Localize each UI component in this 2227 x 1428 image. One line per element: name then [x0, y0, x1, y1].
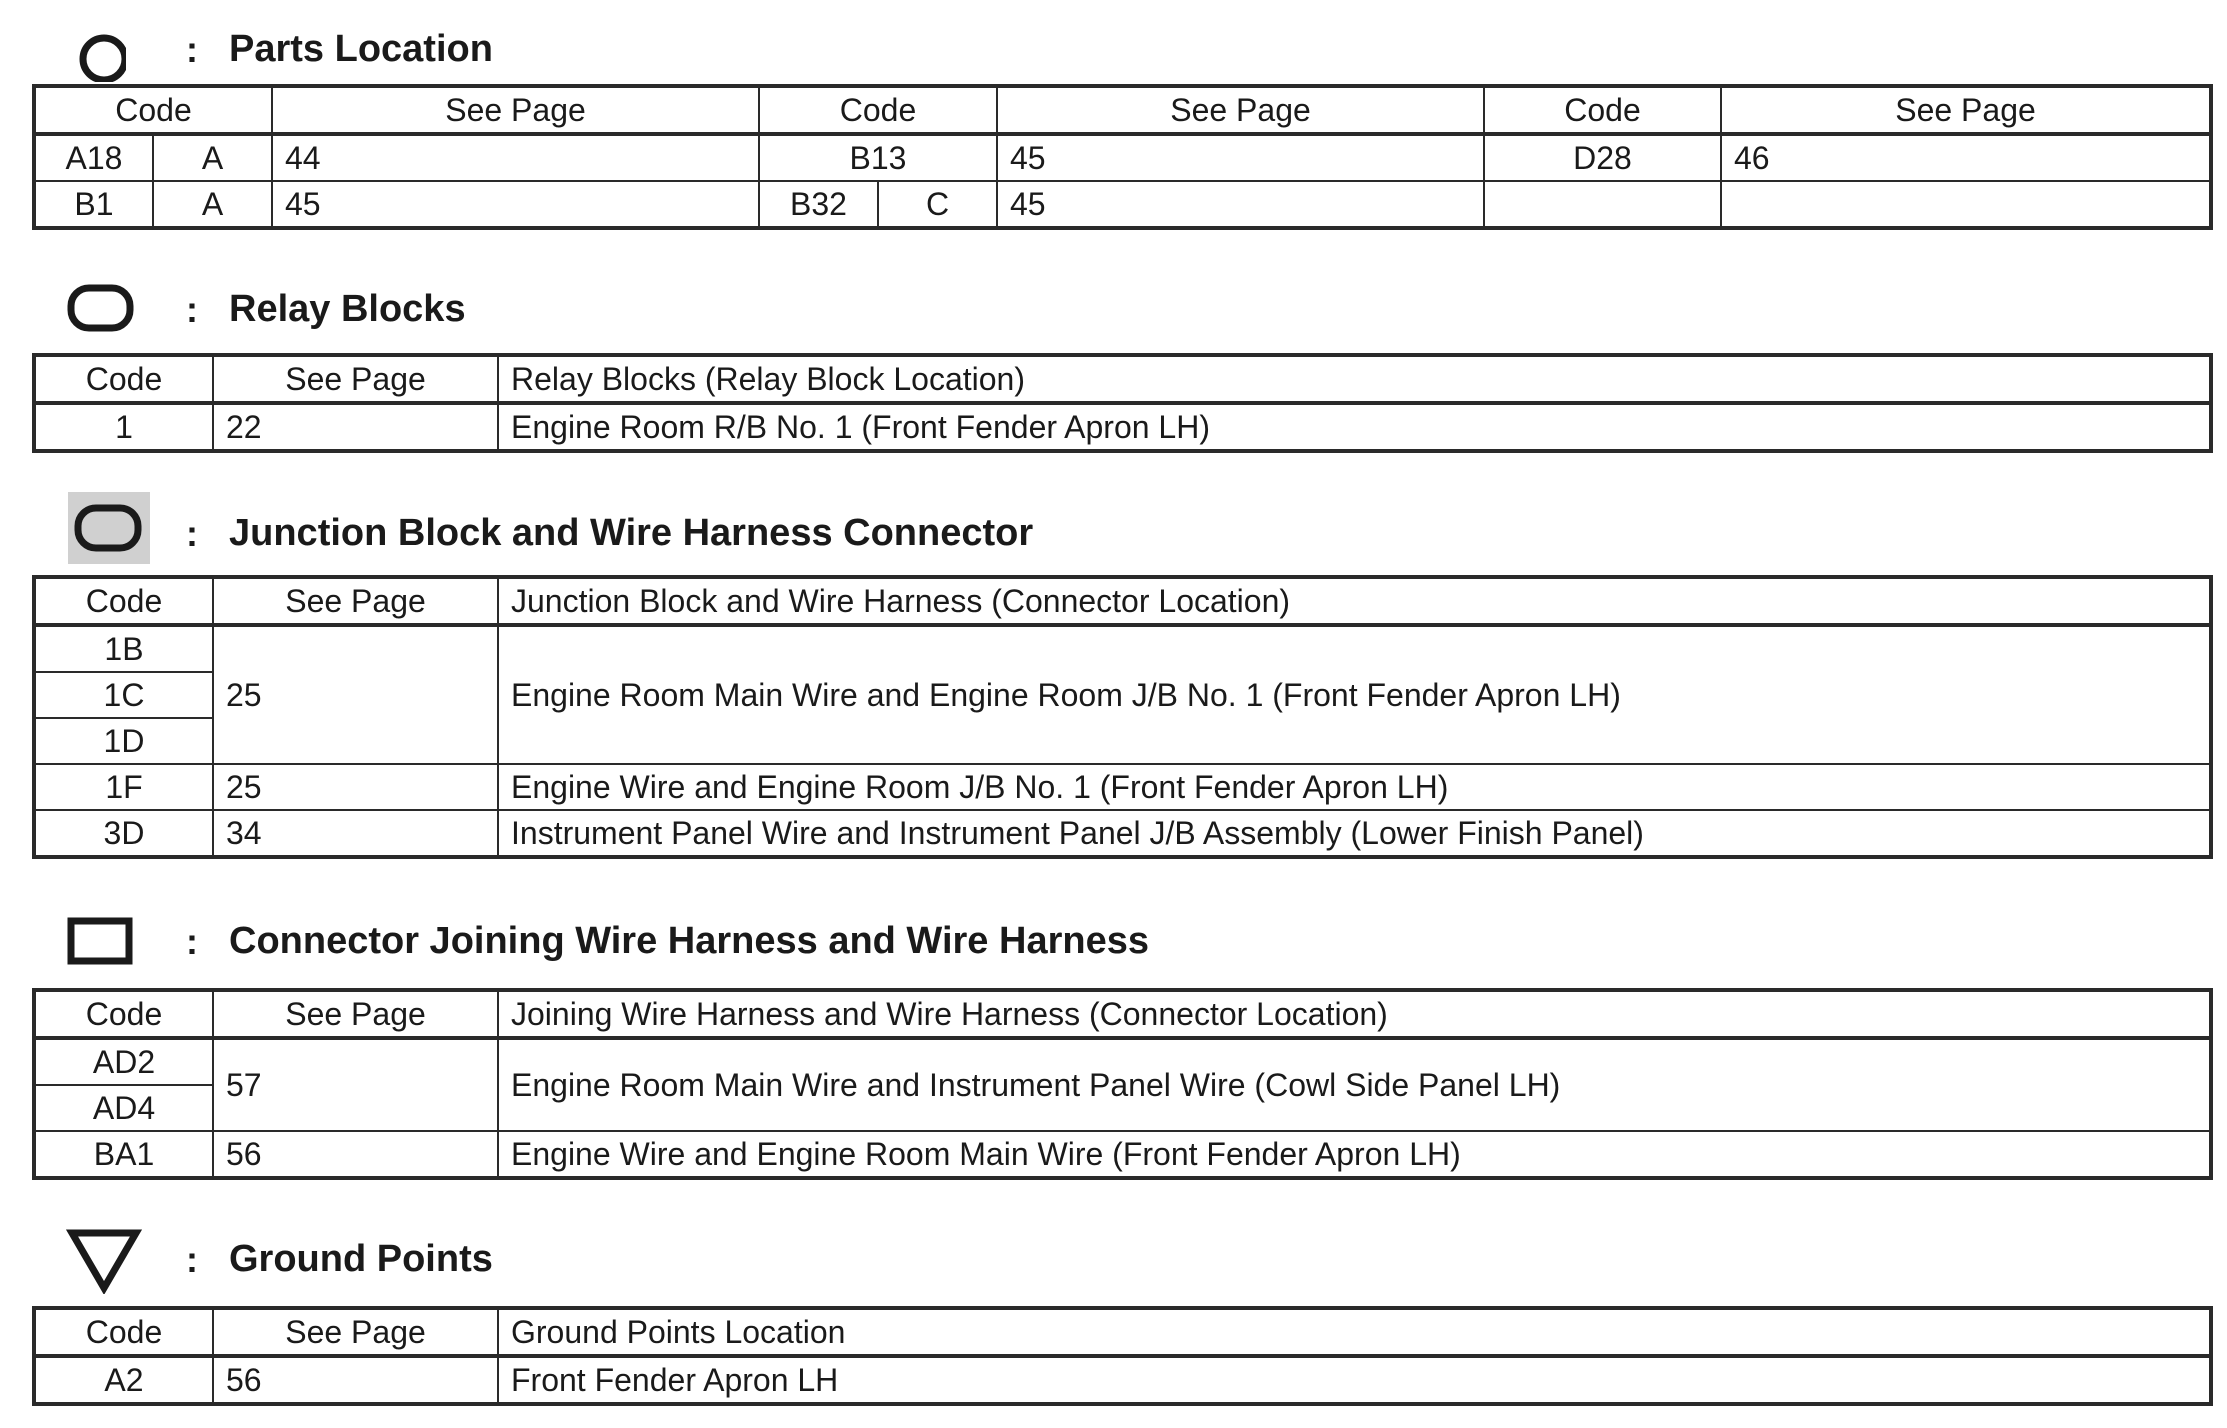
heading-colon: : — [186, 29, 198, 70]
description-cell: Engine Wire and Engine Room J/B No. 1 (Front Fender Apron LH) — [498, 764, 2211, 810]
column-header: See Page — [272, 86, 759, 134]
description-cell: Engine Room Main Wire and Engine Room J/B No. 1 (Front Fender Apron LH) — [498, 625, 2211, 764]
junction-block-heading — [0, 492, 2227, 562]
column-header: Junction Block and Wire Harness (Connector Location) — [498, 577, 2211, 625]
column-header: Code — [759, 86, 997, 134]
page-cell: 25 — [213, 764, 498, 810]
parts-location-heading — [0, 12, 2227, 82]
relay-blocks-table — [32, 353, 2213, 453]
table-header-row — [34, 990, 2211, 1038]
code-cell: B1 — [34, 181, 153, 228]
column-header: Ground Points Location — [498, 1308, 2211, 1356]
code-sub-cell: C — [878, 181, 997, 228]
description-cell: Engine Room R/B No. 1 (Front Fender Apron LH) — [498, 403, 2211, 451]
page-cell: 45 — [272, 181, 759, 228]
code-sub-cell: A — [153, 134, 272, 181]
circle-icon — [66, 22, 126, 82]
column-header: Joining Wire Harness and Wire Harness (Connector Location) — [498, 990, 2211, 1038]
page-cell: 45 — [997, 181, 1484, 228]
code-cell: AD2 — [34, 1038, 213, 1085]
column-header: See Page — [213, 355, 498, 403]
code-cell: B13 — [759, 134, 997, 181]
code-cell: A18 — [34, 134, 153, 181]
page-cell: 46 — [1721, 134, 2211, 181]
triangle-down-icon — [66, 1226, 146, 1294]
code-cell: 3D — [34, 810, 213, 857]
description-cell: Instrument Panel Wire and Instrument Panel J/B Assembly (Lower Finish Panel) — [498, 810, 2211, 857]
code-cell — [1484, 181, 1721, 228]
ground-points-table — [32, 1306, 2213, 1406]
page-cell: 56 — [213, 1131, 498, 1178]
column-header: See Page — [1721, 86, 2211, 134]
column-header: Code — [34, 577, 213, 625]
shaded-rounded-rect-icon — [66, 492, 152, 566]
code-cell: BA1 — [34, 1131, 213, 1178]
page-cell: 44 — [272, 134, 759, 181]
parts-location-table — [32, 84, 2213, 230]
section-title: Connector Joining Wire Harness and Wire Harness — [229, 920, 1149, 962]
table-header-row — [34, 86, 2211, 134]
heading-colon: : — [186, 1239, 198, 1280]
rectangle-icon — [66, 912, 138, 972]
heading-colon: : — [186, 513, 198, 554]
column-header: Code — [34, 355, 213, 403]
code-cell: A2 — [34, 1356, 213, 1404]
column-header: See Page — [213, 1308, 498, 1356]
table-row — [34, 181, 2211, 228]
page-cell: 56 — [213, 1356, 498, 1404]
heading-colon: : — [186, 289, 198, 330]
table-row — [34, 403, 2211, 451]
column-header: Code — [34, 1308, 213, 1356]
column-header: See Page — [997, 86, 1484, 134]
section-title: Junction Block and Wire Harness Connector — [229, 512, 1034, 554]
code-cell: 1B — [34, 625, 213, 672]
page-cell: 22 — [213, 403, 498, 451]
code-cell: 1C — [34, 672, 213, 718]
code-cell: 1D — [34, 718, 213, 764]
page-cell: 57 — [213, 1038, 498, 1131]
table-header-row — [34, 577, 2211, 625]
connector-joining-table — [32, 988, 2213, 1180]
code-cell: 1 — [34, 403, 213, 451]
code-sub-cell: A — [153, 181, 272, 228]
table-row — [34, 1131, 2211, 1178]
table-row — [34, 810, 2211, 857]
description-cell: Front Fender Apron LH — [498, 1356, 2211, 1404]
column-header: Relay Blocks (Relay Block Location) — [498, 355, 2211, 403]
section-title: Relay Blocks — [229, 288, 466, 330]
page-cell: 45 — [997, 134, 1484, 181]
table-row — [34, 764, 2211, 810]
code-cell: 1F — [34, 764, 213, 810]
column-header: Code — [34, 990, 213, 1038]
table-row — [34, 1356, 2211, 1404]
section-title: Parts Location — [229, 28, 493, 70]
page-cell — [1721, 181, 2211, 228]
ground-points-heading — [0, 1222, 2227, 1292]
table-header-row — [34, 355, 2211, 403]
connector-joining-heading — [0, 904, 2227, 974]
section-title: Ground Points — [229, 1238, 493, 1280]
code-cell: AD4 — [34, 1085, 213, 1131]
column-header: Code — [1484, 86, 1721, 134]
heading-colon: : — [186, 921, 198, 962]
code-cell: D28 — [1484, 134, 1721, 181]
description-cell: Engine Wire and Engine Room Main Wire (Front Fender Apron LH) — [498, 1131, 2211, 1178]
table-row — [34, 625, 2211, 672]
table-header-row — [34, 1308, 2211, 1356]
column-header: See Page — [213, 577, 498, 625]
description-cell: Engine Room Main Wire and Instrument Panel Wire (Cowl Side Panel LH) — [498, 1038, 2211, 1131]
column-header: See Page — [213, 990, 498, 1038]
relay-blocks-heading — [0, 272, 2227, 342]
page-cell: 34 — [213, 810, 498, 857]
table-row — [34, 1038, 2211, 1085]
column-header: Code — [34, 86, 272, 134]
junction-block-table — [32, 575, 2213, 859]
page-cell: 25 — [213, 625, 498, 764]
table-row — [34, 134, 2211, 181]
rounded-rect-icon — [66, 280, 138, 340]
code-cell: B32 — [759, 181, 878, 228]
